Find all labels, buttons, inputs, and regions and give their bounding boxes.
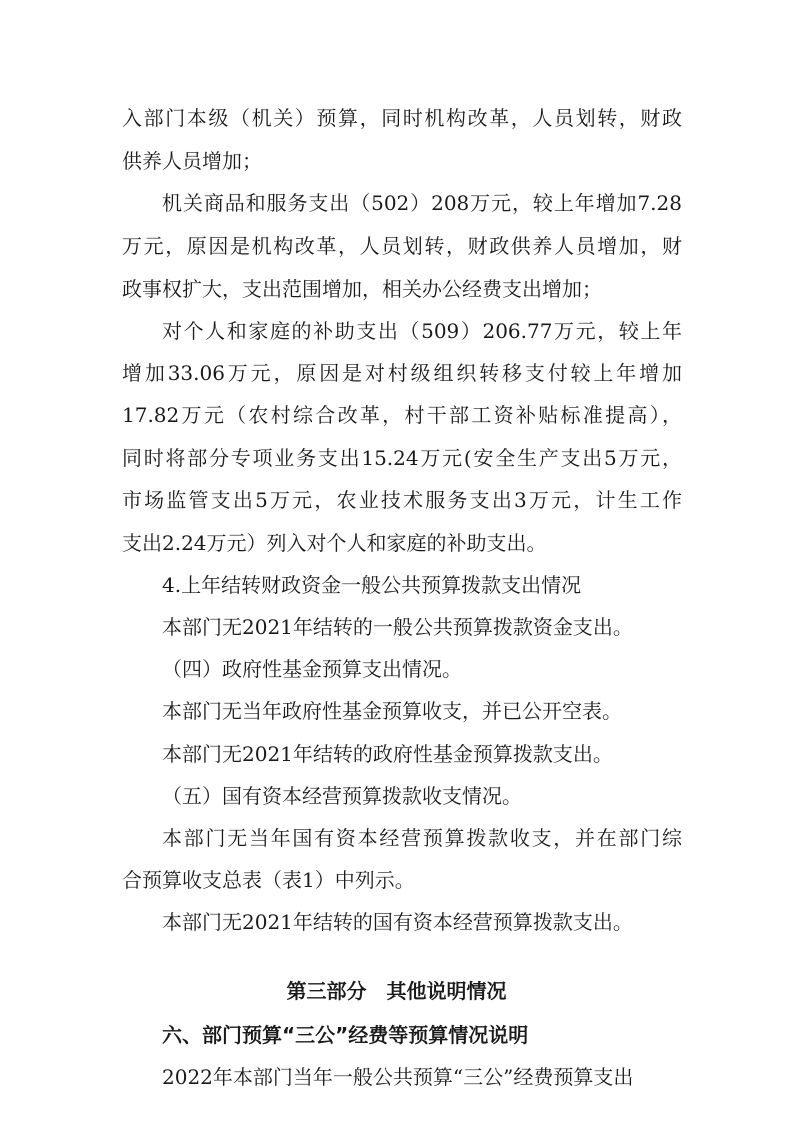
paragraph-line: 对个人和家庭的补助支出（509）206.77万元，较上年	[162, 319, 682, 343]
paragraph-line: 2022年本部门当年一般公共预算“三公”经费预算支出	[162, 1065, 634, 1089]
subsection-heading: 4.上年结转财政资金一般公共预算拨款支出情况	[162, 573, 582, 597]
part-title: 第三部分 其他说明情况	[286, 979, 507, 1003]
paragraph-line: 本部门无当年政府性基金预算收支，并已公开空表。	[162, 699, 622, 723]
paragraph-line: 增加33.06万元，原因是对村级组织转移支付较上年增加	[122, 361, 682, 385]
paragraph-line: 机关商品和服务支出（502）208万元，较上年增加7.28	[162, 191, 682, 215]
paragraph-line: 支出2.24万元）列入对个人和家庭的补助支出。	[122, 531, 547, 555]
paragraph-line: 入部门本级（机关）预算，同时机构改革，人员划转，财政	[122, 106, 682, 130]
subsection-heading: （五）国有资本经营预算拨款收支情况。	[162, 784, 522, 808]
subsection-heading: （四）政府性基金预算支出情况。	[162, 657, 462, 681]
paragraph-line: 同时将部分专项业务支出15.24万元(安全生产支出5万元，	[122, 446, 682, 470]
paragraph-line: 17.82万元（农村综合改革，村干部工资补贴标准提高），	[122, 403, 682, 427]
paragraph-line: 本部门无2021年结转的政府性基金预算拨款支出。	[162, 742, 613, 766]
paragraph-line: 供养人员增加；	[122, 149, 262, 173]
paragraph-line: 本部门无当年国有资本经营预算拨款收支，并在部门综	[162, 826, 682, 850]
section-heading: 六、部门预算“三公”经费等预算情况说明	[162, 1023, 529, 1047]
paragraph-line: 市场监管支出5万元，农业技术服务支出3万元，计生工作	[122, 488, 682, 512]
paragraph-line: 万元，原因是机构改革，人员划转，财政供养人员增加，财	[122, 234, 682, 258]
paragraph-line: 合预算收支总表（表1）中列示。	[122, 868, 415, 892]
paragraph-line: 本部门无2021年结转的一般公共预算拨款资金支出。	[162, 615, 633, 639]
paragraph-line: 政事权扩大，支出范围增加，相关办公经费支出增加；	[122, 277, 602, 301]
paragraph-line: 本部门无2021年结转的国有资本经营预算拨款支出。	[162, 910, 633, 934]
